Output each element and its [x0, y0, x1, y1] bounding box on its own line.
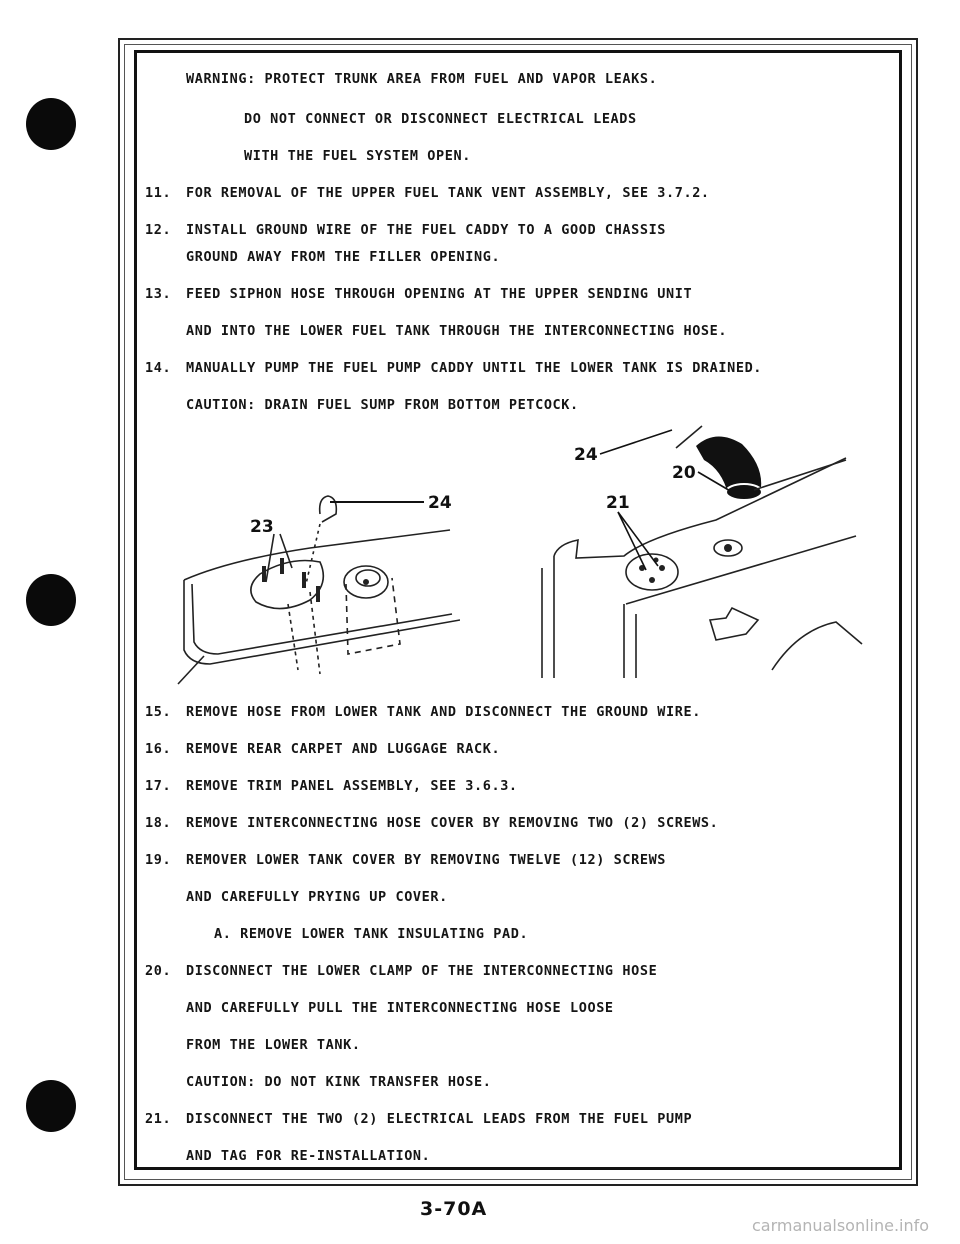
callout-21: 21 — [606, 493, 630, 513]
binder-hole-2 — [26, 574, 76, 626]
page-number: 3-70A — [420, 1198, 488, 1220]
step-number: 16. — [145, 741, 172, 757]
warning-line-2: DO NOT CONNECT OR DISCONNECT ELECTRICAL LEADS — [244, 111, 637, 127]
step-text: REMOVER LOWER TANK COVER BY REMOVING TWELVE (12) SCREWS — [186, 852, 667, 868]
callout-24-left: 24 — [428, 493, 452, 513]
step-number: 13. — [145, 286, 172, 302]
caution-line: CAUTION: DO NOT KINK TRANSFER HOSE. — [186, 1074, 492, 1090]
step-number: 12. — [145, 222, 172, 238]
caution-line: CAUTION: DRAIN FUEL SUMP FROM BOTTOM PETCOCK. — [186, 397, 579, 413]
warning-line-3: WITH THE FUEL SYSTEM OPEN. — [244, 148, 471, 164]
step-text: GROUND AWAY FROM THE FILLER OPENING. — [186, 249, 501, 265]
step-text: AND INTO THE LOWER FUEL TANK THROUGH THE INTERCONNECTING HOSE. — [186, 323, 728, 339]
step-number: 21. — [145, 1111, 172, 1127]
warning-line: WARNING: PROTECT TRUNK AREA FROM FUEL AND VAPOR LEAKS. — [186, 71, 658, 87]
callout-23: 23 — [250, 517, 274, 537]
step-number: 15. — [145, 704, 172, 720]
binder-hole-3 — [26, 1080, 76, 1132]
step-text: MANUALLY PUMP THE FUEL PUMP CADDY UNTIL THE LOWER TANK IS DRAINED. — [186, 360, 763, 376]
step-number: 19. — [145, 852, 172, 868]
step-text: FROM THE LOWER TANK. — [186, 1037, 361, 1053]
step-text: AND TAG FOR RE-INSTALLATION. — [186, 1148, 431, 1164]
step-text: FEED SIPHON HOSE THROUGH OPENING AT THE UPPER SENDING UNIT — [186, 286, 693, 302]
step-text: DISCONNECT THE TWO (2) ELECTRICAL LEADS FROM THE FUEL PUMP — [186, 1111, 693, 1127]
step-number: 17. — [145, 778, 172, 794]
step-number: 11. — [145, 185, 172, 201]
step-text: AND CAREFULLY PRYING UP COVER. — [186, 889, 448, 905]
step-text: DISCONNECT THE LOWER CLAMP OF THE INTERCONNECTING HOSE — [186, 963, 658, 979]
step-text: REMOVE TRIM PANEL ASSEMBLY, SEE 3.6.3. — [186, 778, 518, 794]
step-text: INSTALL GROUND WIRE OF THE FUEL CADDY TO A GOOD CHASSIS — [186, 222, 667, 238]
step-text: REMOVE HOSE FROM LOWER TANK AND DISCONNECT THE GROUND WIRE. — [186, 704, 701, 720]
callout-20: 20 — [672, 463, 696, 483]
callout-24-right: 24 — [574, 445, 598, 465]
step-text: REMOVE REAR CARPET AND LUGGAGE RACK. — [186, 741, 501, 757]
step-text: AND CAREFULLY PULL THE INTERCONNECTING HOSE LOOSE — [186, 1000, 614, 1016]
step-number: 14. — [145, 360, 172, 376]
watermark: carmanualsonline.info — [752, 1216, 930, 1235]
substep-text: A. REMOVE LOWER TANK INSULATING PAD. — [214, 926, 529, 942]
fuel-tank-diagram-right — [536, 408, 870, 688]
step-number: 20. — [145, 963, 172, 979]
fuel-tank-diagram-left — [170, 474, 460, 694]
step-text: FOR REMOVAL OF THE UPPER FUEL TANK VENT ASSEMBLY, SEE 3.7.2. — [186, 185, 710, 201]
step-text: REMOVE INTERCONNECTING HOSE COVER BY REMOVING TWO (2) SCREWS. — [186, 815, 719, 831]
binder-hole-1 — [26, 98, 76, 150]
step-number: 18. — [145, 815, 172, 831]
